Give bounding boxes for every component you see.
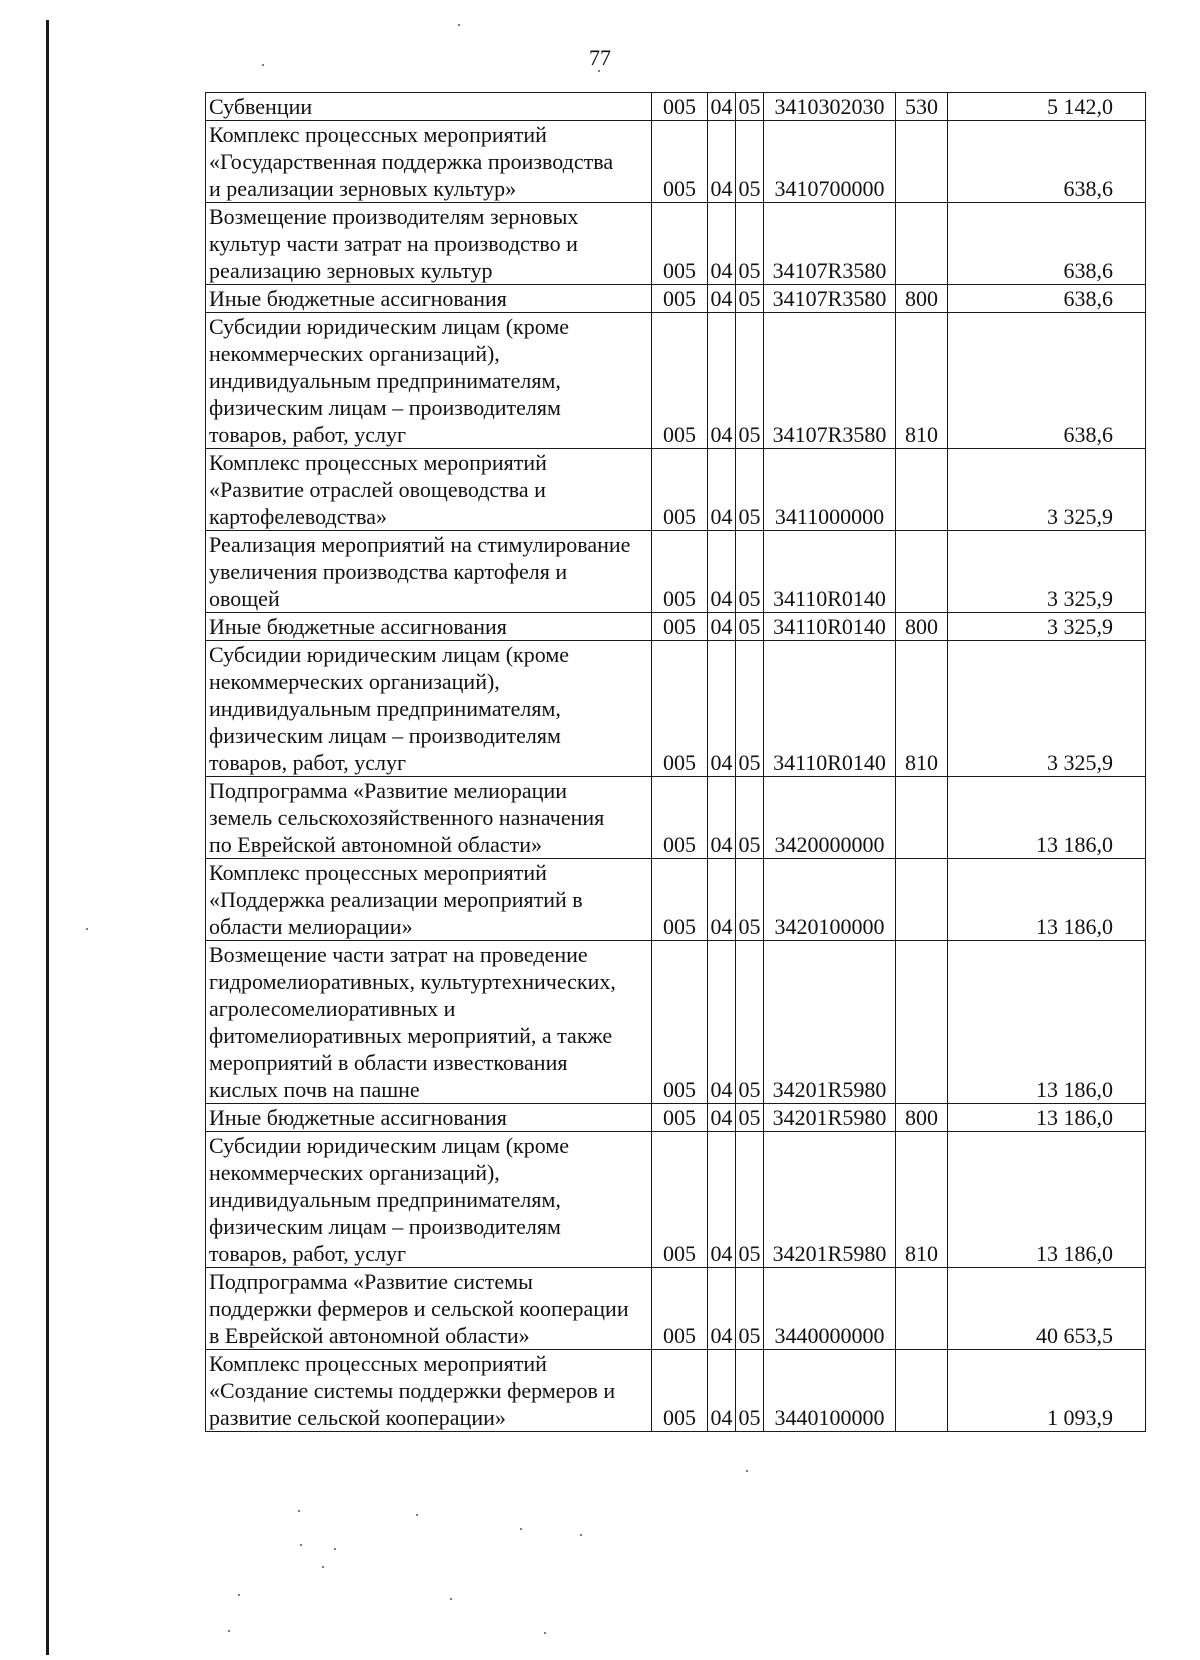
ministry-code-cell: 005 [652, 285, 708, 313]
scan-speck [416, 1514, 418, 1516]
item-name-line: физическим лицам – производителям [209, 1214, 561, 1239]
expense-type-cell [896, 1268, 948, 1350]
subsection-code-cell: 05 [736, 941, 764, 1104]
ministry-code-cell: 005 [652, 613, 708, 641]
item-name-line: земель сельскохозяйственного назначения [209, 805, 605, 830]
item-name-line: кислых почв на пашне [209, 1077, 420, 1102]
item-name-line: увеличения производства картофеля и [209, 559, 568, 584]
subsection-code-cell: 05 [736, 777, 764, 859]
ministry-code-cell: 005 [652, 93, 708, 121]
target-article-cell: 3420100000 [764, 859, 896, 941]
item-name-line: Иные бюджетные ассигнования [209, 286, 507, 311]
item-name-line: некоммерческих организаций), [209, 1160, 500, 1185]
ministry-code-cell: 005 [652, 449, 708, 531]
item-name-line: «Создание системы поддержки фермеров и [209, 1378, 616, 1403]
scan-speck [298, 1510, 300, 1512]
section-code-cell: 04 [708, 93, 736, 121]
subsection-code-cell: 05 [736, 449, 764, 531]
scan-speck [86, 928, 88, 930]
target-article-cell: 3411000000 [764, 449, 896, 531]
item-name-line: физическим лицам – производителям [209, 723, 561, 748]
section-code-cell: 04 [708, 449, 736, 531]
expense-type-cell [896, 1350, 948, 1432]
amount-cell: 638,6 [948, 285, 1146, 313]
expense-type-cell: 810 [896, 313, 948, 449]
section-code-cell: 04 [708, 285, 736, 313]
item-name-cell [206, 313, 652, 449]
item-name-line: развитие сельской кооперации» [209, 1405, 506, 1430]
table-row [206, 1268, 1146, 1350]
section-code-cell: 04 [708, 1104, 736, 1132]
subsection-code-cell: 05 [736, 285, 764, 313]
expense-type-cell [896, 859, 948, 941]
amount-cell: 13 186,0 [948, 859, 1146, 941]
ministry-code-cell: 005 [652, 313, 708, 449]
item-name-cell [206, 1104, 652, 1132]
item-name-cell [206, 1132, 652, 1268]
target-article-cell: 34107R3580 [764, 313, 896, 449]
section-code-cell: 04 [708, 641, 736, 777]
section-code-cell: 04 [708, 203, 736, 285]
section-code-cell: 04 [708, 1350, 736, 1432]
expense-type-cell: 810 [896, 1132, 948, 1268]
amount-cell: 3 325,9 [948, 531, 1146, 613]
amount-cell: 13 186,0 [948, 777, 1146, 859]
ministry-code-cell: 005 [652, 1104, 708, 1132]
item-name-cell [206, 859, 652, 941]
amount-cell: 1 093,9 [948, 1350, 1146, 1432]
ministry-code-cell: 005 [652, 777, 708, 859]
ministry-code-cell: 005 [652, 1350, 708, 1432]
section-code-cell: 04 [708, 121, 736, 203]
ministry-code-cell: 005 [652, 1132, 708, 1268]
item-name-cell [206, 777, 652, 859]
item-name-line: товаров, работ, услуг [209, 1241, 406, 1266]
item-name-line: Комплекс процессных мероприятий [209, 860, 547, 885]
expense-type-cell [896, 449, 948, 531]
section-code-cell: 04 [708, 613, 736, 641]
section-code-cell: 04 [708, 941, 736, 1104]
item-name-cell [206, 531, 652, 613]
item-name-cell [206, 941, 652, 1104]
scan-speck [544, 1632, 546, 1634]
subsection-code-cell: 05 [736, 313, 764, 449]
target-article-cell: 34110R0140 [764, 641, 896, 777]
target-article-cell: 34107R3580 [764, 285, 896, 313]
target-article-cell: 34201R5980 [764, 941, 896, 1104]
target-article-cell: 34110R0140 [764, 531, 896, 613]
table-row [206, 313, 1146, 449]
item-name-line: Подпрограмма «Развитие системы [209, 1269, 533, 1294]
item-name-line: «Государственная поддержка производства [209, 149, 614, 174]
item-name-line: индивидуальным предпринимателям, [209, 696, 561, 721]
item-name-cell [206, 449, 652, 531]
scan-speck [580, 1534, 582, 1536]
item-name-line: физическим лицам – производителям [209, 395, 561, 420]
expense-type-cell: 800 [896, 613, 948, 641]
scan-speck [322, 1566, 324, 1568]
table-row [206, 1350, 1146, 1432]
expense-type-cell [896, 121, 948, 203]
item-name-line: Иные бюджетные ассигнования [209, 614, 507, 639]
subsection-code-cell: 05 [736, 1104, 764, 1132]
ministry-code-cell: 005 [652, 121, 708, 203]
section-code-cell: 04 [708, 777, 736, 859]
amount-cell: 13 186,0 [948, 1104, 1146, 1132]
item-name-line: картофелеводства» [209, 504, 387, 529]
item-name-line: «Поддержка реализации мероприятий в [209, 887, 583, 912]
target-article-cell: 3420000000 [764, 777, 896, 859]
scan-speck [520, 1528, 522, 1530]
item-name-line: гидромелиоративных, культуртехнических, [209, 969, 616, 994]
table-row [206, 641, 1146, 777]
expense-type-cell: 530 [896, 93, 948, 121]
target-article-cell: 34201R5980 [764, 1132, 896, 1268]
target-article-cell: 3440000000 [764, 1268, 896, 1350]
table-row [206, 941, 1146, 1104]
table-row [206, 613, 1146, 641]
item-name-line: Возмещение производителям зерновых [209, 204, 579, 229]
subsection-code-cell: 05 [736, 1132, 764, 1268]
amount-cell: 13 186,0 [948, 941, 1146, 1104]
expense-type-cell [896, 941, 948, 1104]
subsection-code-cell: 05 [736, 613, 764, 641]
scan-speck [450, 1598, 452, 1600]
ministry-code-cell: 005 [652, 531, 708, 613]
amount-cell: 3 325,9 [948, 641, 1146, 777]
item-name-line: области мелиорации» [209, 914, 413, 939]
amount-cell: 3 325,9 [948, 449, 1146, 531]
item-name-line: Субсидии юридическим лицам (кроме [209, 642, 570, 667]
subsection-code-cell: 05 [736, 641, 764, 777]
subsection-code-cell: 05 [736, 859, 764, 941]
item-name-line: по Еврейской автономной области» [209, 832, 543, 857]
section-code-cell: 04 [708, 1268, 736, 1350]
target-article-cell: 34110R0140 [764, 613, 896, 641]
item-name-line: Субсидии юридическим лицам (кроме [209, 1133, 570, 1158]
item-name-line: Реализация мероприятий на стимулирование [209, 532, 631, 557]
section-code-cell: 04 [708, 859, 736, 941]
item-name-line: Комплекс процессных мероприятий [209, 122, 547, 147]
target-article-cell: 3410302030 [764, 93, 896, 121]
item-name-cell [206, 1268, 652, 1350]
expense-type-cell: 800 [896, 285, 948, 313]
section-code-cell: 04 [708, 531, 736, 613]
subsection-code-cell: 05 [736, 531, 764, 613]
item-name-cell [206, 121, 652, 203]
item-name-line: некоммерческих организаций), [209, 669, 500, 694]
item-name-cell [206, 93, 652, 121]
section-code-cell: 04 [708, 313, 736, 449]
scan-speck [262, 64, 264, 66]
scan-speck [228, 1630, 230, 1632]
item-name-cell [206, 1350, 652, 1432]
item-name-line: овощей [209, 586, 280, 611]
expense-type-cell: 800 [896, 1104, 948, 1132]
table-body [206, 93, 1146, 1432]
table-row [206, 203, 1146, 285]
table-row [206, 1132, 1146, 1268]
table-row [206, 1104, 1146, 1132]
scan-speck [300, 1544, 302, 1546]
target-article-cell: 34107R3580 [764, 203, 896, 285]
scan-speck [746, 1470, 748, 1472]
item-name-cell [206, 613, 652, 641]
target-article-cell: 34201R5980 [764, 1104, 896, 1132]
subsection-code-cell: 05 [736, 93, 764, 121]
item-name-line: в Еврейской автономной области» [209, 1323, 530, 1348]
item-name-line: культур части затрат на производство и [209, 231, 578, 256]
page-number: 77 [589, 45, 611, 70]
table-row [206, 859, 1146, 941]
amount-cell: 13 186,0 [948, 1132, 1146, 1268]
table-row [206, 777, 1146, 859]
amount-cell: 638,6 [948, 203, 1146, 285]
subsection-code-cell: 05 [736, 1350, 764, 1432]
expense-type-cell [896, 203, 948, 285]
table-row [206, 449, 1146, 531]
amount-cell: 5 142,0 [948, 93, 1146, 121]
table-row [206, 285, 1146, 313]
item-name-line: Комплекс процессных мероприятий [209, 450, 547, 475]
subsection-code-cell: 05 [736, 121, 764, 203]
scan-speck [334, 1548, 336, 1550]
subsection-code-cell: 05 [736, 1268, 764, 1350]
expense-type-cell [896, 777, 948, 859]
subsection-code-cell: 05 [736, 203, 764, 285]
amount-cell: 3 325,9 [948, 613, 1146, 641]
target-article-cell: 3440100000 [764, 1350, 896, 1432]
expense-type-cell [896, 531, 948, 613]
item-name-line: реализацию зерновых культур [209, 258, 493, 283]
item-name-line: Возмещение части затрат на проведение [209, 942, 588, 967]
item-name-line: индивидуальным предпринимателям, [209, 368, 561, 393]
ministry-code-cell: 005 [652, 1268, 708, 1350]
item-name-line: фитомелиоративных мероприятий, а также [209, 1023, 613, 1048]
budget-table [205, 92, 1146, 1432]
item-name-line: Субвенции [209, 94, 313, 119]
ministry-code-cell: 005 [652, 941, 708, 1104]
amount-cell: 638,6 [948, 121, 1146, 203]
scan-speck [238, 1594, 240, 1596]
ministry-code-cell: 005 [652, 641, 708, 777]
item-name-cell [206, 641, 652, 777]
item-name-line: поддержки фермеров и сельской кооперации [209, 1296, 629, 1321]
item-name-line: Иные бюджетные ассигнования [209, 1105, 507, 1130]
table-row [206, 93, 1146, 121]
binding-edge-line [46, 20, 49, 1655]
target-article-cell: 3410700000 [764, 121, 896, 203]
item-name-line: мероприятий в области известкования [209, 1050, 568, 1075]
item-name-line: Комплекс процессных мероприятий [209, 1351, 547, 1376]
amount-cell: 638,6 [948, 313, 1146, 449]
scan-speck [458, 24, 460, 26]
item-name-line: индивидуальным предпринимателям, [209, 1187, 561, 1212]
table-row [206, 121, 1146, 203]
item-name-line: и реализации зерновых культур» [209, 176, 517, 201]
amount-cell: 40 653,5 [948, 1268, 1146, 1350]
item-name-line: товаров, работ, услуг [209, 422, 406, 447]
table-row [206, 531, 1146, 613]
item-name-cell [206, 203, 652, 285]
section-code-cell: 04 [708, 1132, 736, 1268]
item-name-line: товаров, работ, услуг [209, 750, 406, 775]
item-name-line: агролесомелиоративных и [209, 996, 456, 1021]
ministry-code-cell: 005 [652, 203, 708, 285]
ministry-code-cell: 005 [652, 859, 708, 941]
expense-type-cell: 810 [896, 641, 948, 777]
item-name-line: Подпрограмма «Развитие мелиорации [209, 778, 567, 803]
item-name-line: некоммерческих организаций), [209, 341, 500, 366]
item-name-cell [206, 285, 652, 313]
item-name-line: Субсидии юридическим лицам (кроме [209, 314, 570, 339]
item-name-line: «Развитие отраслей овощеводства и [209, 477, 546, 502]
scan-speck [598, 70, 600, 72]
